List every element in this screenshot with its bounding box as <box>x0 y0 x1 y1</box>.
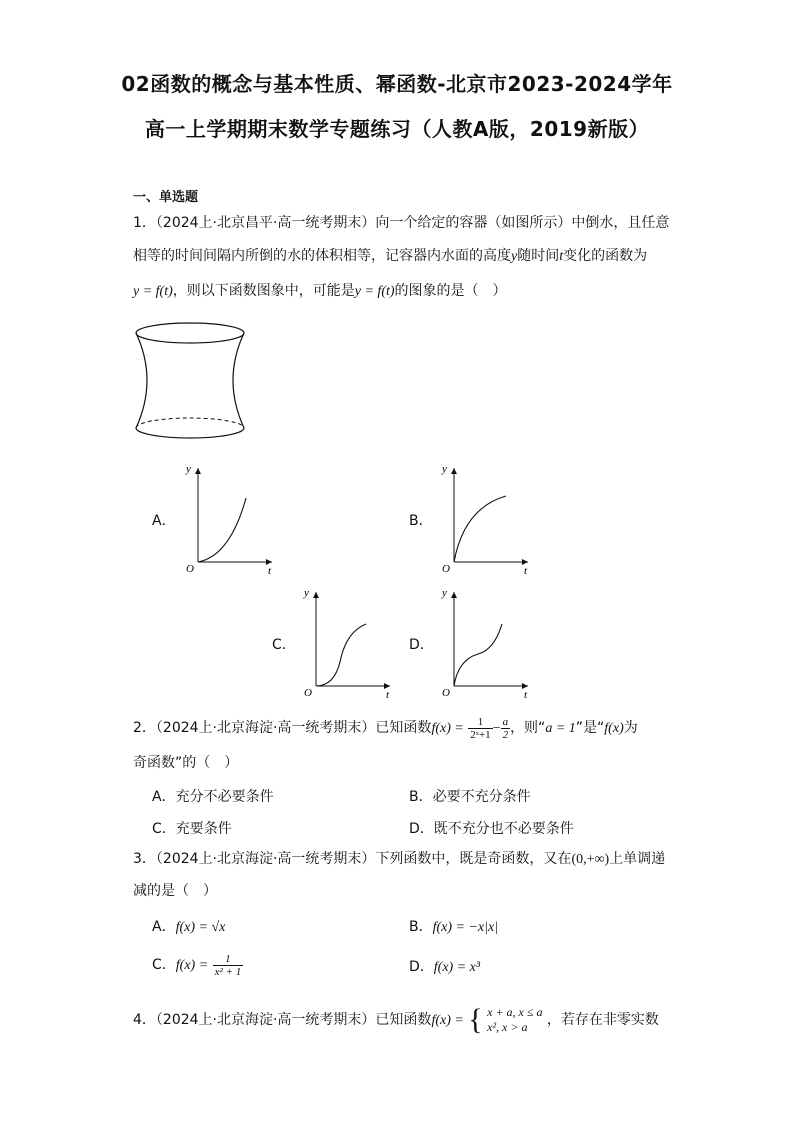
q3-option-a[interactable]: A．f(x) = √x <box>152 919 226 935</box>
section-heading: 一、单选题 <box>133 190 199 205</box>
x-axis-label: t <box>524 689 528 701</box>
origin-label: O <box>304 687 312 699</box>
q1-graph-b <box>428 458 538 578</box>
x-axis-label: t <box>524 565 528 577</box>
y-axis-label: y <box>186 463 191 475</box>
x-axis-label: t <box>268 565 272 577</box>
q3-line-1: 3．（2024上·北京海淀·高一统考期末）下列函数中，既是奇函数，又在(0,+∞)上单调递 <box>133 851 666 867</box>
q1-graph-c <box>290 582 400 702</box>
q3-line-2: 减的是（ ） <box>133 883 217 899</box>
origin-label: O <box>186 563 194 575</box>
y-axis-label: y <box>442 587 447 599</box>
q1-graph-d <box>428 582 538 702</box>
y-axis-label: y <box>304 587 309 599</box>
q2-fraction-a: $\frac{a}{2}$ <box>502 715 509 741</box>
q2-option-d[interactable]: D．既不充分也不必要条件 <box>409 821 574 837</box>
q1-option-b-label[interactable]: B． <box>409 513 433 529</box>
q1-line-1: 1．（2024上·北京昌平·高一统考期末）向一个给定的容器（如图所示）中倒水，且任意 <box>133 215 670 231</box>
title-line-1: 02函数的概念与基本性质、幂函数-北京市2023-2024学年 <box>121 72 673 96</box>
x-axis-label: t <box>386 689 390 701</box>
q3-option-d[interactable]: D．f(x) = x³ <box>409 959 481 975</box>
q2-option-a[interactable]: A．充分不必要条件 <box>152 789 274 805</box>
title-line-2: 高一上学期期末数学专题练习（人教A版，2019新版） <box>144 117 650 141</box>
q1-line-3: y = f(t)，则以下函数图象中，可能是y = f(t)的图象的是（ ） <box>133 283 507 299</box>
q1-option-c-label[interactable]: C． <box>272 637 296 653</box>
q2-line-2: 奇函数”的（ ） <box>133 755 239 771</box>
origin-label: O <box>442 687 450 699</box>
y-axis-label: y <box>442 463 447 475</box>
q2-option-c[interactable]: C．充要条件 <box>152 821 232 837</box>
q1-option-d-label[interactable]: D． <box>409 637 434 653</box>
q2-option-b[interactable]: B．必要不充分条件 <box>409 789 531 805</box>
q3-option-c[interactable]: C．f(x) = $\frac{1}{\text{x² + 1}}$ <box>152 952 242 978</box>
q2-line-1: 2．（2024上·北京海淀·高一统考期末）已知函数f(x) = $\frac{1}{\text{2ˣ+1}}$ − $\frac{a}{2}$ ，则“a = 1”是“f(x)为 <box>133 715 638 741</box>
q1-graph-a <box>172 458 282 578</box>
q2-fraction: $\frac{1}{\text{2ˣ+1}}$ <box>470 715 491 741</box>
q1-line-2: 相等的时间间隔内所倒的水的体积相等，记容器内水面的高度y随时间t变化的函数为 <box>133 248 648 264</box>
q4-line-1: 4．（2024上·北京海淀·高一统考期末）已知函数f(x) = { x + a, x ≤ a x², x > a ，若存在非零实数 <box>133 1003 659 1036</box>
q3-option-b[interactable]: B．f(x) = −x|x| <box>409 919 499 935</box>
origin-label: O <box>442 563 450 575</box>
q1-option-a-label[interactable]: A． <box>152 513 176 529</box>
container-figure <box>130 318 255 448</box>
